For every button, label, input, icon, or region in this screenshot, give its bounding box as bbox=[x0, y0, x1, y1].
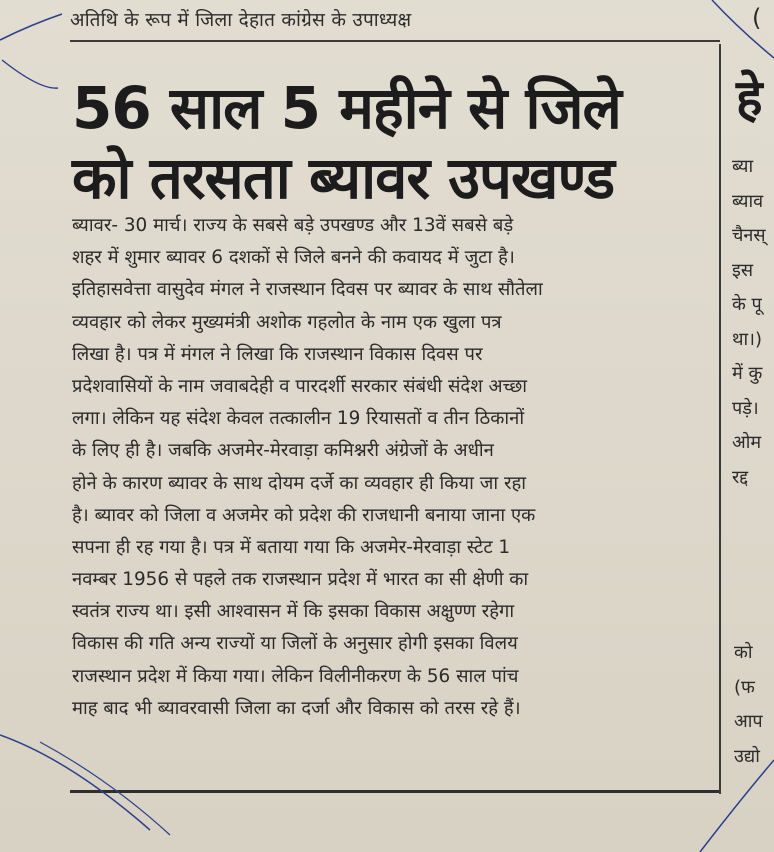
adjacent-line: चैनस् bbox=[732, 225, 766, 246]
kicker-line: अतिथि के रूप में जिला देहात कांग्रेस के उपाध्यक्ष bbox=[70, 9, 412, 31]
article-line: लिखा है। पत्र में मंगल ने लिखा कि राजस्थान विकास दिवस पर bbox=[72, 343, 483, 365]
article-line: नवम्बर 1956 से पहले तक राजस्थान प्रदेश में भारत का सी क्षेणी का bbox=[72, 569, 529, 591]
adjacent-line: आप bbox=[734, 711, 763, 732]
headline-line-1: 56 साल 5 महीने से जिले bbox=[72, 74, 621, 142]
adjacent-line: में कु bbox=[732, 363, 763, 384]
pen-stroke-bottom-left bbox=[0, 735, 150, 830]
article-line: स्वतंत्र राज्य था। इसी आश्वासन में कि इसका विकास अक्षुण्ण रहेगा bbox=[72, 601, 515, 623]
adjacent-corner-text: ( bbox=[752, 4, 762, 32]
adjacent-line: उद्यो bbox=[734, 745, 760, 767]
adjacent-line: था।) bbox=[732, 328, 763, 350]
adjacent-line: ओम bbox=[732, 432, 762, 453]
article-line: विकास की गति अन्य राज्यों या जिलों के अनुसार होगी इसका विलय bbox=[72, 633, 518, 655]
adjacent-line: रद्द bbox=[732, 466, 749, 488]
article-line: प्रदेशवासियों के नाम जवाबदेही व पारदर्शी सरकार संबंधी संदेश अच्छा bbox=[72, 375, 528, 397]
headline-line-2: को तरसता ब्यावर उपखण्ड bbox=[72, 144, 615, 212]
article-line: माह बाद भी ब्यावरवासी जिला का दर्जा और विकास को तरस रहे हैं। bbox=[72, 697, 521, 719]
article-line: सपना ही रह गया है। पत्र में बताया गया कि अजमेर-मेरवाड़ा स्टेट 1 bbox=[72, 536, 511, 558]
adjacent-line: को bbox=[734, 642, 753, 663]
pen-stroke-bottom-right bbox=[700, 760, 774, 852]
article-line: के लिए ही है। जबकि अजमेर-मेरवाड़ा कमिश्नरी अंग्रेजों के अधीन bbox=[72, 440, 494, 462]
article-line: होने के कारण ब्यावर के साथ दोयम दर्जे का व्यवहार ही किया जा रहा bbox=[72, 472, 526, 494]
article-line: व्यवहार को लेकर मुख्यमंत्री अशोक गहलोत के नाम एक खुला पत्र bbox=[72, 311, 502, 333]
article-line: लगा। लेकिन यह संदेश केवल तत्कालीन 19 रियासतों व तीन ठिकानों bbox=[72, 408, 525, 430]
pen-stroke-bottom-left-2 bbox=[40, 742, 170, 835]
pen-stroke-top-right bbox=[712, 0, 774, 58]
adjacent-line: के पू bbox=[732, 294, 762, 315]
article-line: इतिहासवेत्ता वासुदेव मंगल ने राजस्थान दिवस पर ब्यावर के साथ सौतेला bbox=[72, 279, 543, 301]
pen-stroke-left bbox=[2, 60, 58, 88]
adjacent-line: (फ bbox=[734, 676, 755, 698]
article-line: शहर में शुमार ब्यावर 6 दशकों से जिले बनने की कवायद में जुटा है। bbox=[72, 247, 515, 269]
adjacent-line: इस bbox=[732, 259, 754, 281]
article-line: राजस्थान प्रदेश में किया गया। लेकिन विलीनीकरण के 56 साल पांच bbox=[72, 665, 519, 687]
adjacent-line: ब्या bbox=[732, 156, 754, 177]
adjacent-line: पड़े। bbox=[732, 397, 759, 419]
article-line: ब्यावर- 30 मार्च। राज्य के सबसे बड़े उपखण्ड और 13वें सबसे बड़े bbox=[72, 215, 514, 236]
adjacent-line: ब्याव bbox=[732, 190, 764, 212]
adjacent-headline: हे bbox=[736, 69, 763, 127]
pen-stroke-top-left bbox=[0, 14, 62, 40]
article-line: है। ब्यावर को जिला व अजमेर को प्रदेश की राजधानी बनाया जाना एक bbox=[72, 504, 536, 526]
